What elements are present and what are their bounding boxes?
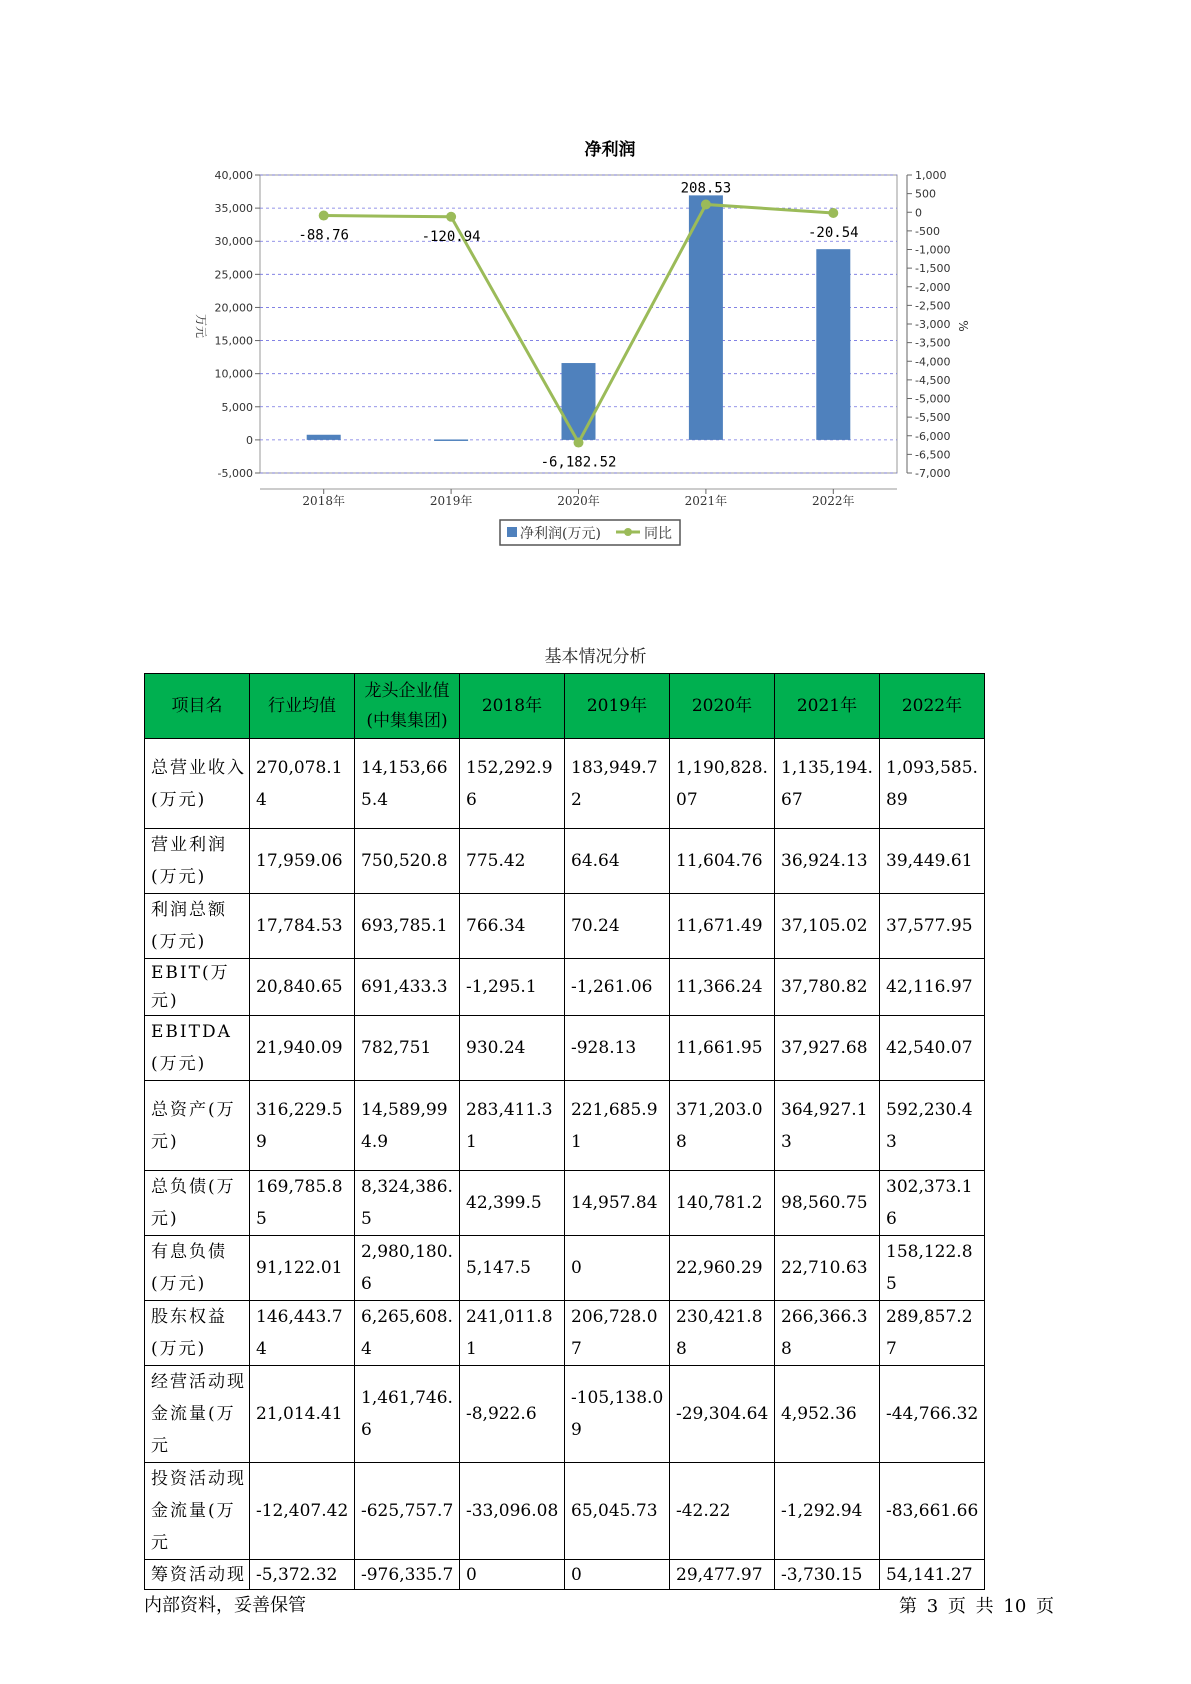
y2-tick-label: 1,000 <box>915 169 947 182</box>
bar <box>816 249 850 440</box>
bar <box>562 363 596 440</box>
data-label: 208.53 <box>680 180 732 197</box>
value-cell: 6,265,608.4 <box>355 1301 460 1366</box>
header-cell: 项目名 <box>145 674 250 739</box>
value-cell: 140,781.2 <box>670 1171 775 1236</box>
line-point <box>574 438 584 448</box>
value-cell: -1,295.1 <box>460 959 565 1016</box>
x-axis-ticks <box>302 489 854 508</box>
y2-tick-label: -3,000 <box>915 318 951 331</box>
value-cell: 11,671.49 <box>670 894 775 959</box>
value-cell: -42.22 <box>670 1463 775 1560</box>
value-cell: 930.24 <box>460 1016 565 1081</box>
value-cell: 37,780.82 <box>775 959 880 1016</box>
value-cell: 14,957.84 <box>565 1171 670 1236</box>
y-tick-label: -5,000 <box>217 467 253 480</box>
value-cell: 283,411.31 <box>460 1081 565 1171</box>
y2-tick-label: -5,000 <box>915 392 951 406</box>
value-cell: 266,366.38 <box>775 1301 880 1366</box>
value-cell: 11,661.95 <box>670 1016 775 1081</box>
value-cell: 37,927.68 <box>775 1016 880 1081</box>
value-cell: 65,045.73 <box>565 1463 670 1560</box>
y-tick-label: 15,000 <box>214 334 253 348</box>
data-label: -20.54 <box>808 225 859 242</box>
value-cell: 17,784.53 <box>250 894 355 959</box>
header-cell: 2020年 <box>670 674 775 739</box>
legend-line-label: 同比 <box>644 526 672 542</box>
value-cell: 775.42 <box>460 829 565 894</box>
table-row <box>145 1081 985 1171</box>
y2-tick-label: -6,500 <box>915 448 951 462</box>
y-tick-label: 5,000 <box>221 400 253 414</box>
line-point <box>446 212 456 222</box>
line-point <box>701 199 711 209</box>
y-tick-label: 35,000 <box>214 202 253 216</box>
left-axis-ticks <box>215 169 261 480</box>
value-cell: -3,730.15 <box>775 1560 880 1590</box>
value-cell: 302,373.16 <box>880 1171 985 1236</box>
y2-tick-label: -4,500 <box>915 373 951 387</box>
value-cell: 693,785.1 <box>355 894 460 959</box>
value-cell: 782,751 <box>355 1016 460 1081</box>
y2-tick-label: -7,000 <box>915 467 951 480</box>
x-tick-label: 2021年 <box>684 494 728 508</box>
legend-bar-label: 净利润(万元) <box>520 526 601 542</box>
value-cell: 17,959.06 <box>250 829 355 894</box>
value-cell: 289,857.27 <box>880 1301 985 1366</box>
bar <box>689 195 723 440</box>
value-cell: 54,141.27 <box>880 1560 985 1590</box>
y2-tick-label: -1,500 <box>915 262 951 276</box>
item-name-cell: 总负债(万元) <box>145 1171 250 1236</box>
value-cell: 230,421.88 <box>670 1301 775 1366</box>
value-cell: 1,093,585.89 <box>880 739 985 829</box>
value-cell: 750,520.8 <box>355 829 460 894</box>
value-cell: 152,292.96 <box>460 739 565 829</box>
x-tick-label: 2020年 <box>557 494 600 508</box>
legend <box>500 520 680 545</box>
header-cell: 行业均值 <box>250 674 355 739</box>
table-row <box>145 1171 985 1236</box>
y-tick-label: 10,000 <box>214 367 253 381</box>
value-cell: -976,335.7 <box>355 1560 460 1590</box>
table-row <box>145 894 985 959</box>
y2-tick-label: 500 <box>915 187 936 201</box>
value-cell: 183,949.72 <box>565 739 670 829</box>
value-cell: 206,728.07 <box>565 1301 670 1366</box>
value-cell: 14,153,665.4 <box>355 739 460 829</box>
item-name-cell: 有息负债(万元) <box>145 1236 250 1301</box>
y2-tick-label: -2,000 <box>915 280 951 294</box>
header-cell: 2018年 <box>460 674 565 739</box>
value-cell: 0 <box>460 1560 565 1590</box>
value-cell: 39,449.61 <box>880 829 985 894</box>
value-cell: -1,292.94 <box>775 1463 880 1560</box>
value-cell: -44,766.32 <box>880 1366 985 1463</box>
value-cell: 158,122.85 <box>880 1236 985 1301</box>
item-name-cell: 筹资活动现 <box>145 1560 250 1590</box>
y2-tick-label: -6,000 <box>915 429 951 443</box>
y2-tick-label: -2,500 <box>915 299 951 313</box>
y-tick-label: 40,000 <box>214 169 253 182</box>
table-row <box>145 1016 985 1081</box>
y2-tick-label: -5,500 <box>915 411 951 425</box>
y2-tick-label: -3,500 <box>915 336 951 350</box>
item-name-cell: EBITDA(万元) <box>145 1016 250 1081</box>
value-cell: -12,407.42 <box>250 1463 355 1560</box>
bar <box>434 439 468 441</box>
value-cell: 91,122.01 <box>250 1236 355 1301</box>
value-cell: 22,960.29 <box>670 1236 775 1301</box>
y-tick-label: 30,000 <box>214 235 253 249</box>
value-cell: 241,011.81 <box>460 1301 565 1366</box>
item-name-cell: 股东权益(万元) <box>145 1301 250 1366</box>
table-row <box>145 829 985 894</box>
value-cell: 0 <box>565 1560 670 1590</box>
value-cell: 364,927.13 <box>775 1081 880 1171</box>
y2-tick-label: -1,000 <box>915 243 951 257</box>
value-cell: 221,685.91 <box>565 1081 670 1171</box>
value-cell: 98,560.75 <box>775 1171 880 1236</box>
bar-series <box>307 195 851 441</box>
value-cell: 8,324,386.5 <box>355 1171 460 1236</box>
value-cell: 169,785.85 <box>250 1171 355 1236</box>
header-cell: 2021年 <box>775 674 880 739</box>
line-point <box>319 211 329 221</box>
bar <box>307 435 341 440</box>
y2-axis-label: % <box>956 320 970 332</box>
table-row <box>145 959 985 1016</box>
item-name-cell: 经营活动现金流量(万元 <box>145 1366 250 1463</box>
value-cell: 316,229.59 <box>250 1081 355 1171</box>
value-cell: 371,203.08 <box>670 1081 775 1171</box>
item-name-cell: 总营业收入(万元) <box>145 739 250 829</box>
item-name-cell: 总资产(万元) <box>145 1081 250 1171</box>
table-header-row <box>145 674 985 739</box>
value-cell: 21,014.41 <box>250 1366 355 1463</box>
table-row <box>145 739 985 829</box>
table-row <box>145 1236 985 1301</box>
value-cell: -1,261.06 <box>565 959 670 1016</box>
legend-line-marker <box>624 528 632 536</box>
value-cell: 21,940.09 <box>250 1016 355 1081</box>
value-cell: 270,078.14 <box>250 739 355 829</box>
value-cell: 37,577.95 <box>880 894 985 959</box>
value-cell: -928.13 <box>565 1016 670 1081</box>
table-row <box>145 1366 985 1463</box>
value-cell: 29,477.97 <box>670 1560 775 1590</box>
value-cell: 4,952.36 <box>775 1366 880 1463</box>
value-cell: 1,135,194.67 <box>775 739 880 829</box>
x-tick-label: 2019年 <box>429 494 473 508</box>
header-cell: 2019年 <box>565 674 670 739</box>
table-row <box>145 1463 985 1560</box>
data-label: -120.94 <box>421 228 481 245</box>
value-cell: 20,840.65 <box>250 959 355 1016</box>
y-tick-label: 0 <box>246 433 253 447</box>
footer-page-number: 第 3 页 共 10 页 <box>899 1596 1054 1617</box>
value-cell: -5,372.32 <box>250 1560 355 1590</box>
table-title: 基本情况分析 <box>544 647 647 667</box>
basic-analysis-table <box>144 673 985 1590</box>
value-cell: -83,661.66 <box>880 1463 985 1560</box>
item-name-cell: 投资活动现金流量(万元 <box>145 1463 250 1560</box>
value-cell: 592,230.43 <box>880 1081 985 1171</box>
value-cell: -29,304.64 <box>670 1366 775 1463</box>
y-axis-label: 万元 <box>194 313 208 339</box>
line-point <box>828 208 838 218</box>
x-tick-label: 2022年 <box>812 494 855 508</box>
value-cell: 1,190,828.07 <box>670 739 775 829</box>
value-cell: 5,147.5 <box>460 1236 565 1301</box>
value-cell: 1,461,746.6 <box>355 1366 460 1463</box>
data-label: -6,182.52 <box>540 454 617 471</box>
value-cell: 64.64 <box>565 829 670 894</box>
x-tick-label: 2018年 <box>302 494 345 508</box>
value-cell: 691,433.3 <box>355 959 460 1016</box>
chart-title: 净利润 <box>584 140 636 160</box>
value-cell: 37,105.02 <box>775 894 880 959</box>
table-row <box>145 1560 985 1590</box>
value-cell: 11,604.76 <box>670 829 775 894</box>
value-cell: 766.34 <box>460 894 565 959</box>
value-cell: 2,980,180.6 <box>355 1236 460 1301</box>
item-name-cell: 营业利润(万元) <box>145 829 250 894</box>
right-axis-ticks <box>907 169 950 480</box>
footer-confidential: 内部资料，妥善保管 <box>144 1595 306 1616</box>
value-cell: 70.24 <box>565 894 670 959</box>
value-cell: 36,924.13 <box>775 829 880 894</box>
y-tick-label: 25,000 <box>214 268 253 282</box>
y-tick-label: 20,000 <box>214 301 253 315</box>
value-cell: -8,922.6 <box>460 1366 565 1463</box>
value-cell: 22,710.63 <box>775 1236 880 1301</box>
table-row <box>145 1301 985 1366</box>
header-cell: 2022年 <box>880 674 985 739</box>
value-cell: 146,443.74 <box>250 1301 355 1366</box>
item-name-cell: 利润总额(万元) <box>145 894 250 959</box>
value-cell: 42,116.97 <box>880 959 985 1016</box>
value-cell: 0 <box>565 1236 670 1301</box>
item-name-cell: EBIT(万元) <box>145 959 250 1016</box>
value-cell: -33,096.08 <box>460 1463 565 1560</box>
header-cell: 龙头企业值(中集集团) <box>355 674 460 739</box>
data-label: -88.76 <box>298 227 349 244</box>
y2-tick-label: -500 <box>915 224 940 238</box>
value-cell: 42,399.5 <box>460 1171 565 1236</box>
value-cell: -105,138.09 <box>565 1366 670 1463</box>
legend-bar-swatch <box>507 527 517 537</box>
value-cell: 14,589,994.9 <box>355 1081 460 1171</box>
value-cell: 42,540.07 <box>880 1016 985 1081</box>
net-profit-chart <box>170 130 1040 600</box>
y2-tick-label: -4,000 <box>915 355 951 369</box>
value-cell: -625,757.7 <box>355 1463 460 1560</box>
value-cell: 11,366.24 <box>670 959 775 1016</box>
y2-tick-label: 0 <box>915 206 922 220</box>
